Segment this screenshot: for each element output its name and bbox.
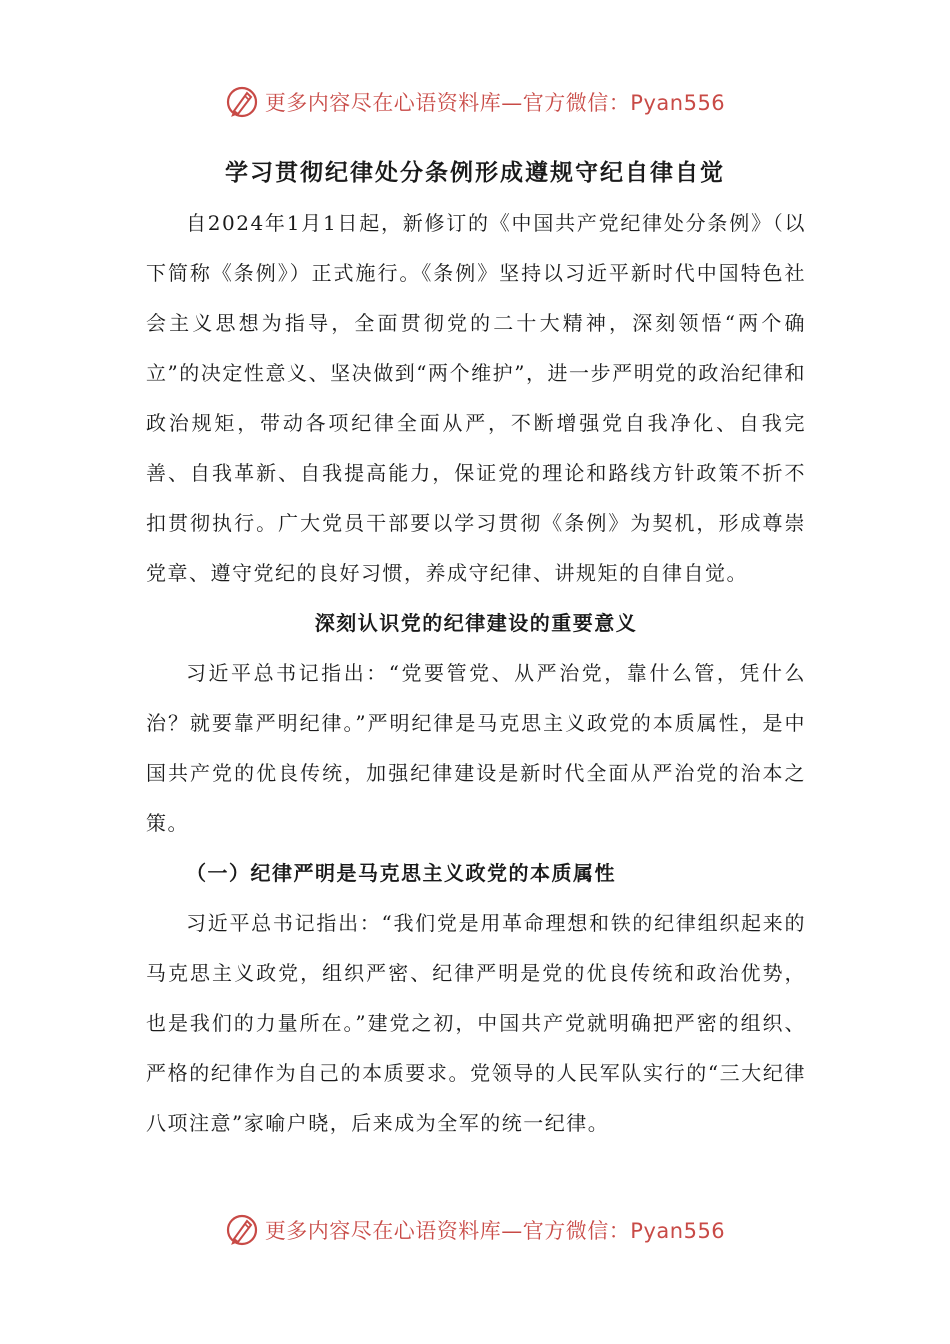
watermark-content	[225, 1213, 725, 1247]
watermark-content	[225, 85, 725, 119]
pen-nib-logo-icon	[225, 85, 259, 119]
section-heading: 深刻认识党的纪律建设的重要意义	[314, 611, 638, 635]
subsection-heading: （一）纪律严明是马克思主义政党的本质属性	[186, 861, 616, 885]
intro-paragraph: 自2024年1月1日起，新修订的《中国共产党纪律处分条例》（以下简称《条例》）正式施行。《条例》坚持以习近平新时代中国特色社会主义思想为指导，全面贯彻党的二十大精神，深刻领悟“两个确立”的决定性意义、坚决做到“两个维护”，进一步严明党的政治纪律和政治规矩，带动各项纪律全面从严，不断增强党自我净化、自我完善、自我革新、自我提高能力，保证党的理论和路线方针政策不折不扣贯彻执行。广大党员干部要以学习贯彻《条例》为契机，形成尊崇党章、遵守党纪的良好习惯，养成守纪律、讲规矩的自律自觉。	[146, 211, 806, 585]
pen-nib-logo-icon	[225, 1213, 259, 1247]
watermark-text: 更多内容尽在心语资料库—官方微信：Pyan556	[264, 91, 726, 115]
watermark-banner-bottom	[0, 1210, 950, 1250]
subsection-paragraph: 习近平总书记指出：“我们党是用革命理想和铁的纪律组织起来的马克思主义政党，组织严密、纪律严明是党的优良传统和政治优势，也是我们的力量所在。”建党之初，中国共产党就明确把严密的组织、严格的纪律作为自己的本质要求。党领导的人民军队实行的“三大纪律八项注意”家喻户晓，后来成为全军的统一纪律。	[146, 911, 806, 1135]
watermark-banner-top	[0, 82, 950, 122]
watermark-text: 更多内容尽在心语资料库—官方微信：Pyan556	[264, 1219, 726, 1243]
document-title: 学习贯彻纪律处分条例形成遵规守纪自律自觉	[225, 159, 725, 186]
section-paragraph: 习近平总书记指出：“党要管党、从严治党，靠什么管，凭什么治？就要靠严明纪律。”严明纪律是马克思主义政党的本质属性，是中国共产党的优良传统，加强纪律建设是新时代全面从严治党的治本之策。	[146, 661, 806, 835]
document-body	[146, 198, 806, 1148]
